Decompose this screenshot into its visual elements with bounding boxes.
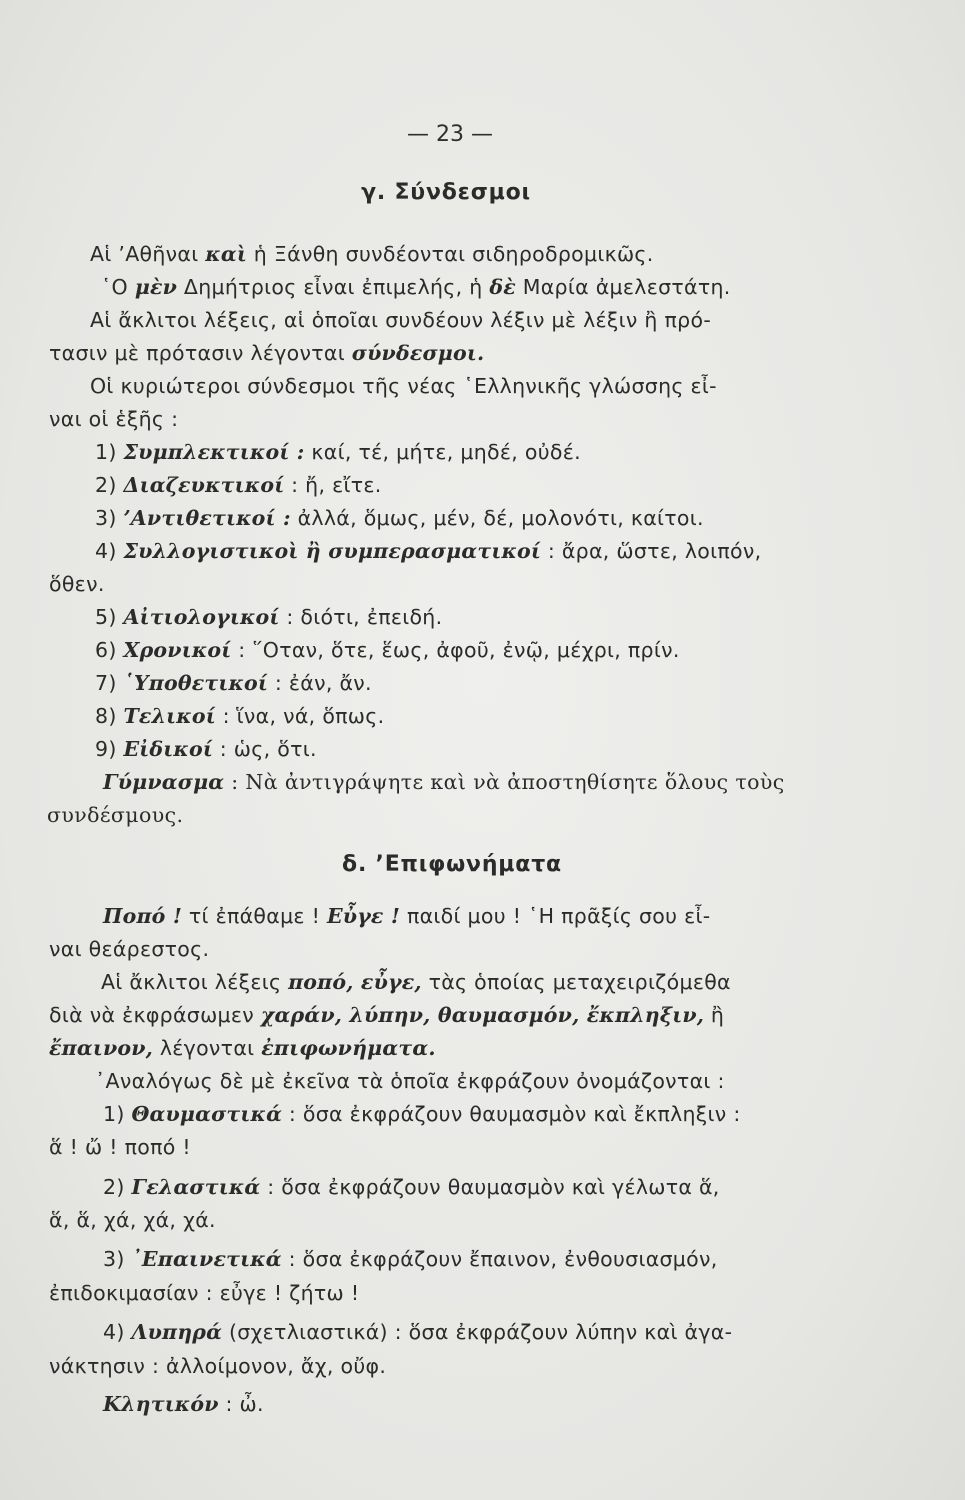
list-item: 1) Συμπλεκτικοί : καί, τέ, μήτε, μηδέ, οὐδέ. xyxy=(95,440,581,464)
list-item: 1) Θαυμαστικά : ὅσα ἐκφράζουν θαυμασμὸν καὶ ἔκπληξιν : xyxy=(103,1102,741,1126)
paragraph-line: Ποπό ! τί ἐπάθαμε ! Εὖγε ! παιδί μου ! ῾Η πρᾶξίς σου εἶ- xyxy=(103,904,711,928)
paragraph-line: τασιν μὲ πρότασιν λέγονται σύνδεσμοι. xyxy=(49,341,485,365)
paragraph-line: ῾Ο μὲν Δημήτριος εἶναι ἐπιμελής, ἡ δὲ Μαρία ἀμελεστάτη. xyxy=(101,275,731,299)
list-item: 3) ’Αντιθετικοί : ἀλλά, ὅμως, μέν, δέ, μολονότι, καίτοι. xyxy=(95,506,704,530)
list-item-continuation: ἅ ! ὤ ! ποπό ! xyxy=(49,1135,191,1159)
exercise-continuation: συνδέσμους. xyxy=(47,803,184,827)
list-item: 3) ᾿Επαινετικά : ὅσα ἐκφράζουν ἔπαινον, ἐνθουσιασμόν, xyxy=(103,1247,718,1271)
list-item-continuation: ὅθεν. xyxy=(49,572,105,596)
paragraph-line: Αἱ ἄκλιτοι λέξεις, αἱ ὁποῖαι συνδέουν λέξιν μὲ λέξιν ἢ πρό- xyxy=(90,308,712,332)
section-heading-interjections: δ. ’Επιφωνήματα xyxy=(342,852,562,877)
section-heading-conjunctions: γ. Σύνδεσμοι xyxy=(361,180,531,205)
list-item: 4) Συλλογιστικοὶ ἢ συμπερασματικοί : ἄρα, ὥστε, λοιπόν, xyxy=(95,539,762,563)
paragraph-line: ἔπαινον, λέγονται ἐπιφωνήματα. xyxy=(49,1036,436,1060)
list-item: 5) Αἰτιολογικοί : διότι, ἐπειδή. xyxy=(95,605,443,629)
paragraph-line: Αἱ ’Αθῆναι καὶ ἡ Ξάνθη συνδέονται σιδηροδρομικῶς. xyxy=(90,242,654,266)
paragraph-line: ναι οἱ ἑξῆς : xyxy=(49,407,179,431)
paragraph-line: ᾿Αναλόγως δὲ μὲ ἐκεῖνα τὰ ὁποῖα ἐκφράζουν ὀνομάζονται : xyxy=(95,1069,725,1093)
list-item-continuation: ἅ, ἅ, χά, χά, χά. xyxy=(49,1208,216,1232)
list-item-continuation: νάκτησιν : ἀλλοίμονον, ἄχ, οὔφ. xyxy=(49,1354,387,1378)
page-number: — 23 — xyxy=(407,122,493,147)
vocative-line: Κλητικόν : ὦ. xyxy=(103,1392,264,1416)
exercise-line: Γύμνασμα : Νὰ ἀντιγράψητε καὶ νὰ ἀποστηθίσητε ὅλους τοὺς xyxy=(103,770,785,794)
paragraph-line: Οἱ κυριώτεροι σύνδεσμοι τῆς νέας ῾Ελληνικῆς γλώσσης εἶ- xyxy=(90,374,717,398)
paragraph-line: ναι θεάρεστος. xyxy=(49,937,210,961)
paragraph-line: Αἱ ἄκλιτοι λέξεις ποπό, εὖγε, τὰς ὁποίας μεταχειριζόμεθα xyxy=(101,970,731,994)
list-item: 9) Εἰδικοί : ὡς, ὅτι. xyxy=(95,737,317,761)
list-item: 4) Λυπηρά (σχετλιαστικά) : ὅσα ἐκφράζουν λύπην καὶ ἀγα- xyxy=(103,1320,733,1344)
list-item: 7) ῾Υποθετικοί : ἐάν, ἄν. xyxy=(95,671,372,695)
paragraph-line: διὰ νὰ ἐκφράσωμεν χαράν, λύπην, θαυμασμόν, ἔκπληξιν, ἢ xyxy=(49,1003,725,1027)
list-item-continuation: ἐπιδοκιμασίαν : εὖγε ! ζήτω ! xyxy=(49,1281,360,1305)
list-item: 2) Γελαστικά : ὅσα ἐκφράζουν θαυμασμὸν καὶ γέλωτα ἅ, xyxy=(103,1175,720,1199)
list-item: 8) Τελικοί : ἵνα, νά, ὅπως. xyxy=(95,704,385,728)
list-item: 2) Διαζευκτικοί : ἤ, εἴτε. xyxy=(95,473,382,497)
list-item: 6) Χρονικοί : ῞Οταν, ὅτε, ἕως, ἀφοῦ, ἐνῷ, μέχρι, πρίν. xyxy=(95,638,680,662)
